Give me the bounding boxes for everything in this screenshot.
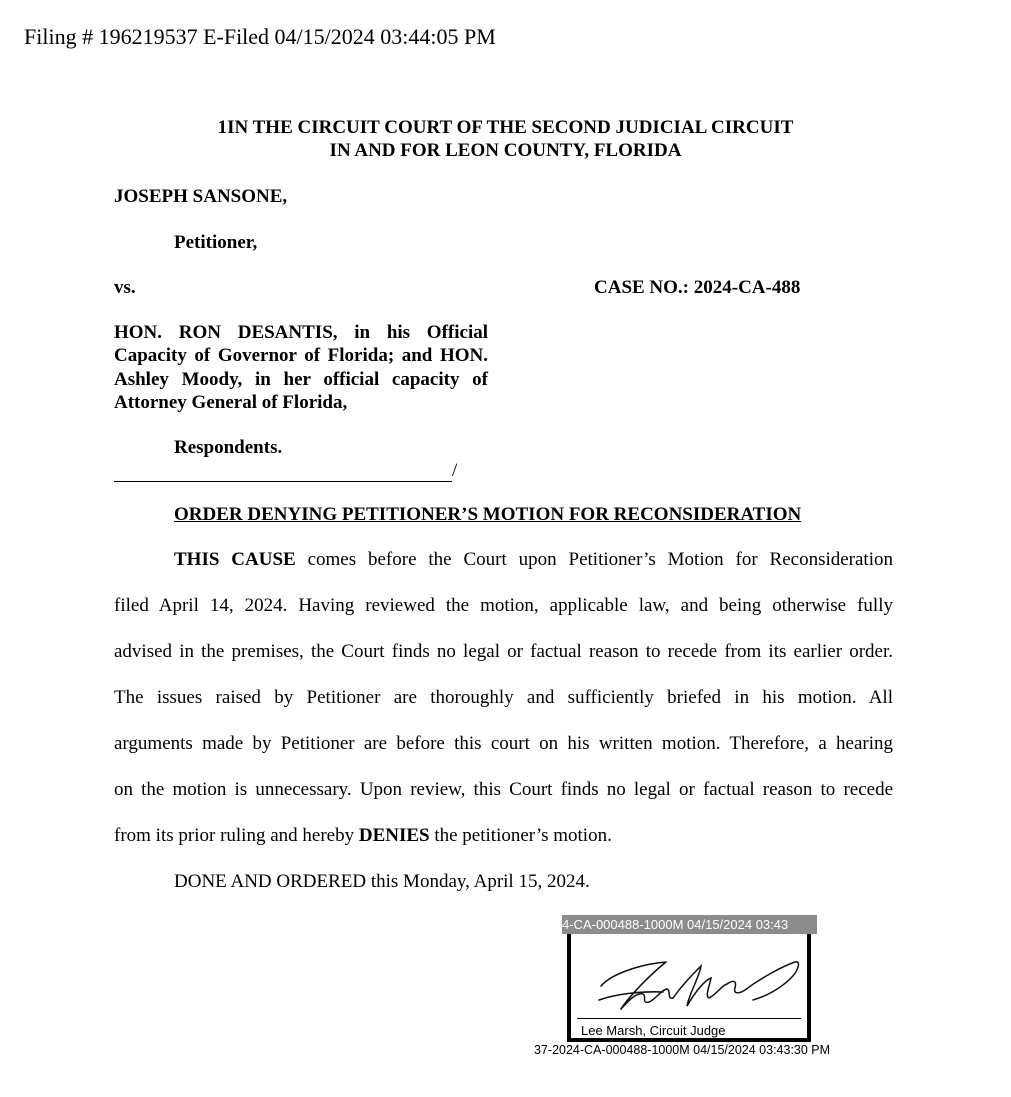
respondents-role: Respondents. xyxy=(174,437,283,458)
judge-name: Lee Marsh, Circuit Judge xyxy=(581,1023,726,1038)
court-name-line2: IN AND FOR LEON COUNTY, FLORIDA xyxy=(329,140,682,161)
stamp-top-text: 4-CA-000488-1000M 04/15/2024 03:43 xyxy=(562,915,817,934)
body-line-text: comes before the Court upon Petitioner’s Motion for Reconsideration xyxy=(295,549,893,570)
this-cause-lead: THIS CAUSE xyxy=(174,549,296,570)
caption-rule xyxy=(114,459,457,482)
body-line xyxy=(114,825,893,847)
order-title: ORDER DENYING PETITIONER’S MOTION FOR RECONSIDERATION xyxy=(174,504,802,525)
signature-frame xyxy=(567,934,811,1042)
respondents-names: HON. RON DESANTIS, in his Official Capacity of Governor of Florida; and HON. Ashley Moody, in her official capacity of Attorney General of Florida, xyxy=(114,322,488,413)
done-and-ordered: DONE AND ORDERED this Monday, April 15, 2024. xyxy=(174,871,590,892)
caption-slash: / xyxy=(452,460,458,481)
body-line: on the motion is unnecessary. Upon review, this Court finds no legal or factual reason to recede xyxy=(114,779,893,800)
case-number: CASE NO.: 2024-CA-488 xyxy=(594,277,801,298)
versus: vs. xyxy=(114,277,136,298)
court-name-line1: 1IN THE CIRCUIT COURT OF THE SECOND JUDICIAL CIRCUIT xyxy=(217,117,794,138)
denies-word: DENIES xyxy=(358,825,430,846)
body-line: The issues raised by Petitioner are thoroughly and sufficiently briefed in his motion. All xyxy=(114,687,893,708)
body-line: filed April 14, 2024. Having reviewed the motion, applicable law, and being otherwise fully xyxy=(114,595,893,616)
body-line-text: the petitioner’s motion. xyxy=(429,825,612,846)
body-line: arguments made by Petitioner are before this court on his written motion. Therefore, a hearing xyxy=(114,733,893,754)
body-line xyxy=(174,549,893,571)
filing-header: Filing # 196219537 E-Filed 04/15/2024 03:44:05 PM xyxy=(24,24,496,49)
caption-underline xyxy=(114,459,452,482)
body-line: advised in the premises, the Court finds no legal or factual reason to recede from its earlier order. xyxy=(114,641,893,662)
signature-line xyxy=(577,1018,801,1019)
stamp-bottom-text: 37-2024-CA-000488-1000M 04/15/2024 03:43:30 PM xyxy=(534,1043,831,1057)
petitioner-name: JOSEPH SANSONE, xyxy=(114,186,288,207)
petitioner-role: Petitioner, xyxy=(174,232,258,253)
order-body xyxy=(114,549,893,849)
body-line-text: from its prior ruling and hereby xyxy=(114,825,359,846)
